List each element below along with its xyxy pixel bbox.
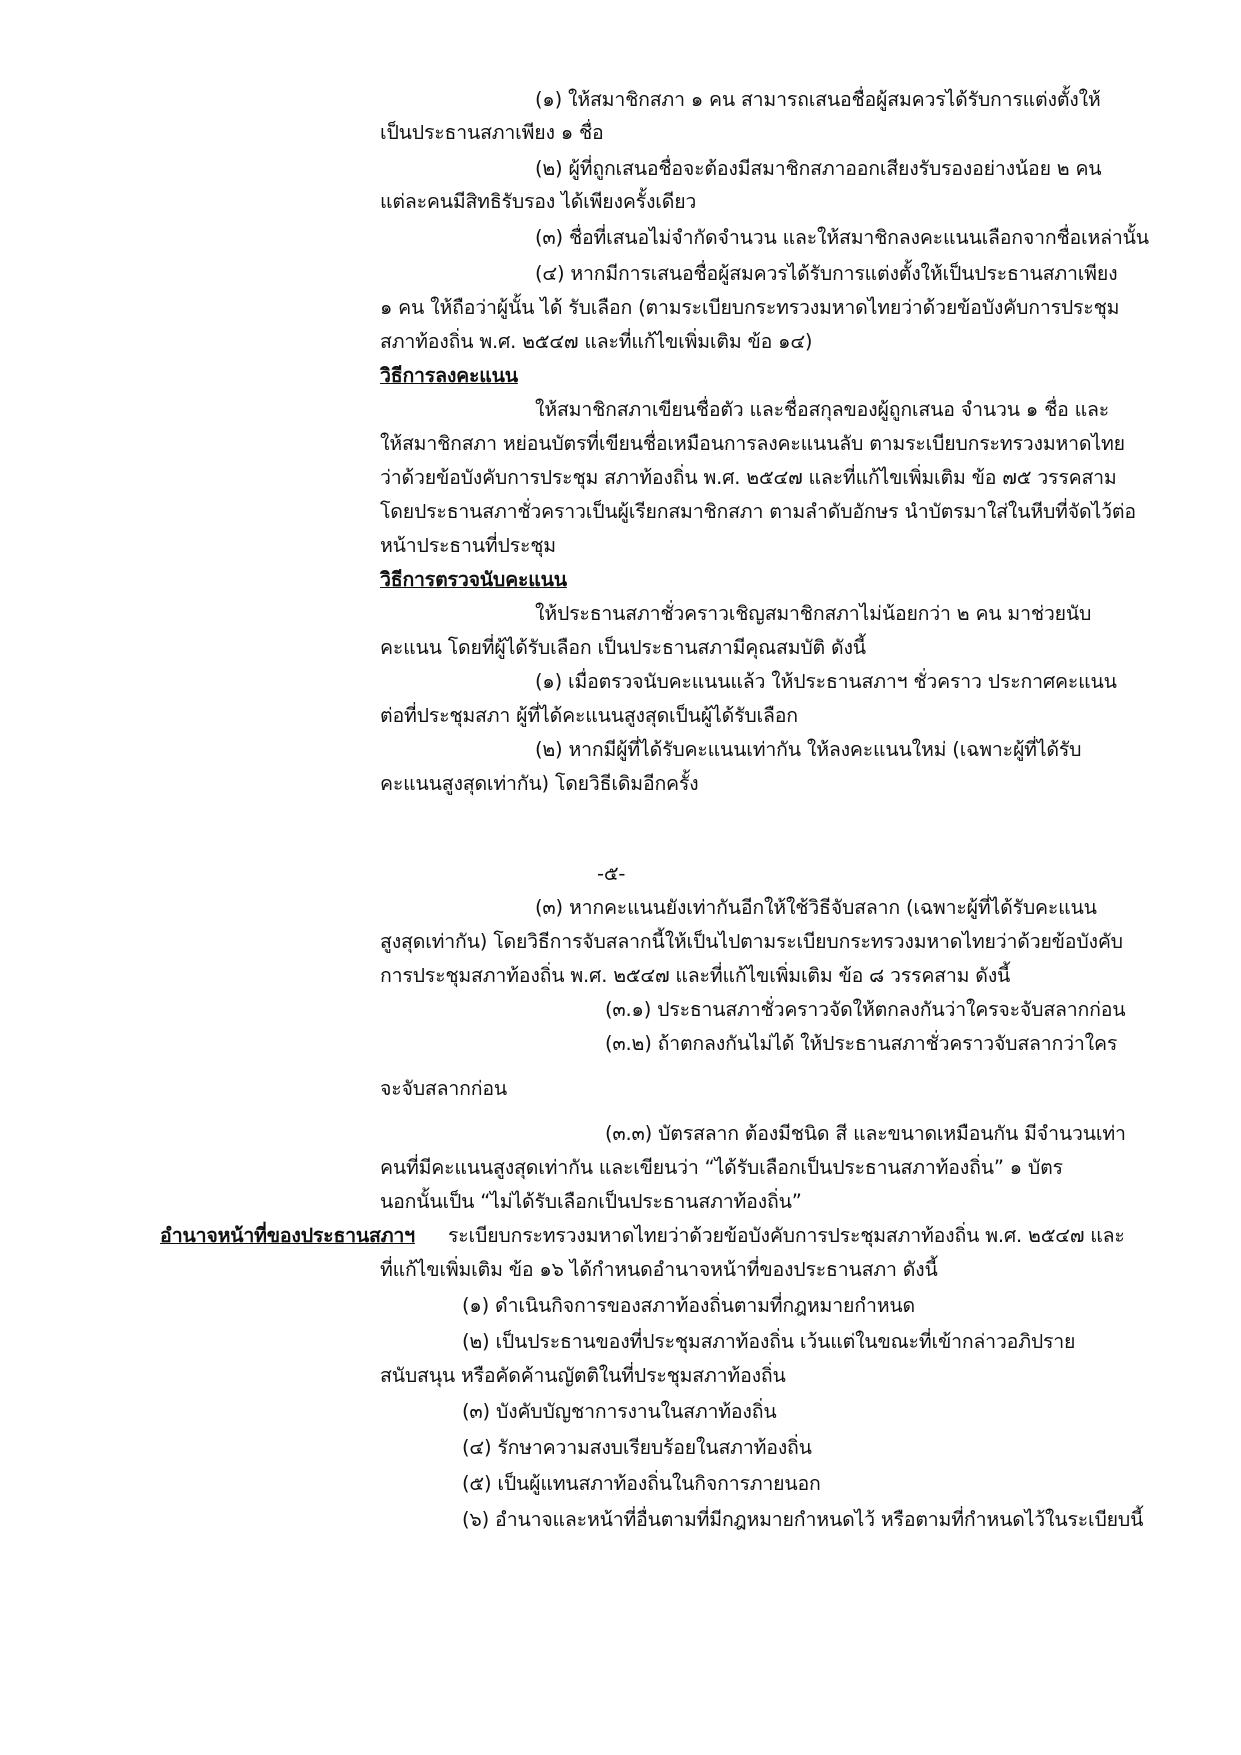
duty-item: (๓) บังคับบัญชาการงานในสภาท้องถิ่น	[462, 1400, 777, 1423]
duties-heading: อำนาจหน้าที่ของประธานสภาฯ	[160, 1224, 415, 1247]
counting-text-line: (๑) เมื่อตรวจนับคะแนนแล้ว ให้ประธานสภาฯ ชั่วคราว ประกาศคะแนน	[535, 670, 1117, 693]
rule-line: ๑ คน ให้ถือว่าผู้นั้น ได้ รับเลือก (ตามระเบียบกระทรวงมหาดไทยว่าด้วยข้อบังคับการประชุม	[380, 296, 1120, 319]
voting-text-line: ให้สมาชิกสภาเขียนชื่อตัว และชื่อสกุลของผู้ถูกเสนอ จำนวน ๑ ชื่อ และ	[535, 398, 1110, 421]
rule-line: แต่ละคนมีสิทธิรับรอง ได้เพียงครั้งเดียว	[380, 190, 697, 213]
lottery-text-line: จะจับสลากก่อน	[380, 1077, 507, 1100]
rule-line: (๔) หากมีการเสนอชื่อผู้สมควรได้รับการแต่งตั้งให้เป็นประธานสภาเพียง	[535, 262, 1118, 285]
rule-line: (๓) ชื่อที่เสนอไม่จำกัดจำนวน และให้สมาชิกลงคะแนนเลือกจากชื่อเหล่านั้น	[535, 226, 1149, 249]
voting-text-line: หน้าประธานที่ประชุม	[380, 534, 556, 557]
rule-line: (๒) ผู้ที่ถูกเสนอชื่อจะต้องมีสมาชิกสภาออกเสียงรับรองอย่างน้อย ๒ คน	[535, 157, 1102, 180]
counting-text-line: ต่อที่ประชุมสภา ผู้ที่ได้คะแนนสูงสุดเป็นผู้ได้รับเลือก	[380, 704, 798, 727]
lottery-text-line: การประชุมสภาท้องถิ่น พ.ศ. ๒๕๔๗ และที่แก้ไขเพิ่มเติม ข้อ ๘ วรรคสาม ดังนี้	[380, 964, 1011, 987]
counting-method-heading: วิธีการตรวจนับคะแนน	[380, 568, 567, 591]
lottery-text-line: นอกนั้นเป็น “ไม่ได้รับเลือกเป็นประธานสภาท้องถิ่น”	[380, 1190, 802, 1213]
duty-item: (๕) เป็นผู้แทนสภาท้องถิ่นในกิจการภายนอก	[462, 1472, 821, 1495]
voting-text-line: ให้สมาชิกสภา หย่อนบัตรที่เขียนชื่อเหมือนการลงคะแนนลับ ตามระเบียบกระทรวงมหาดไทย	[380, 432, 1125, 455]
lottery-text-line: (๓.๒) ถ้าตกลงกันไม่ได้ ให้ประธานสภาชั่วคราวจับสลากว่าใคร	[605, 1032, 1118, 1055]
duty-item: (๒) เป็นประธานของที่ประชุมสภาท้องถิ่น เว้นแต่ในขณะที่เข้ากล่าวอภิปราย	[462, 1330, 1076, 1353]
counting-text-line: คะแนนสูงสุดเท่ากัน) โดยวิธีเดิมอีกครั้ง	[380, 772, 699, 795]
voting-text-line: โดยประธานสภาชั่วคราวเป็นผู้เรียกสมาชิกสภา ตามลำดับอักษร นำบัตรมาใส่ในหีบที่จัดไว้ต่อ	[380, 500, 1136, 523]
page-number: -๕-	[597, 862, 626, 885]
counting-text-line: ให้ประธานสภาชั่วคราวเชิญสมาชิกสภาไม่น้อยกว่า ๒ คน มาช่วยนับ	[535, 602, 1092, 625]
rule-line: เป็นประธานสภาเพียง ๑ ชื่อ	[380, 121, 604, 144]
lottery-text-line: (๓.๓) บัตรสลาก ต้องมีชนิด สี และขนาดเหมือนกัน มีจำนวนเท่า	[605, 1122, 1126, 1145]
lottery-text-line: (๓.๑) ประธานสภาชั่วคราวจัดให้ตกลงกันว่าใครจะจับสลากก่อน	[605, 998, 1126, 1021]
duty-item: (๔) รักษาความสงบเรียบร้อยในสภาท้องถิ่น	[462, 1436, 812, 1459]
rule-line: (๑) ให้สมาชิกสภา ๑ คน สามารถเสนอชื่อผู้สมควรได้รับการแต่งตั้งให้	[535, 88, 1101, 111]
lottery-text-line: (๓) หากคะแนนยังเท่ากันอีกให้ใช้วิธีจับสลาก (เฉพาะผู้ที่ได้รับคะแนน	[535, 896, 1097, 919]
lottery-text-line: คนที่มีคะแนนสูงสุดเท่ากัน และเขียนว่า “ได้รับเลือกเป็นประธานสภาท้องถิ่น” ๑ บัตร	[380, 1156, 1063, 1179]
duty-item: (๖) อำนาจและหน้าที่อื่นตามที่มีกฎหมายกำหนดไว้ หรือตามที่กำหนดไว้ในระเบียบนี้	[462, 1508, 1144, 1531]
counting-text-line: คะแนน โดยที่ผู้ได้รับเลือก เป็นประธานสภามีคุณสมบัติ ดังนี้	[380, 636, 866, 659]
voting-method-heading: วิธีการลงคะแนน	[380, 364, 518, 387]
voting-text-line: ว่าด้วยข้อบังคับการประชุม สภาท้องถิ่น พ.ศ. ๒๕๔๗ และที่แก้ไขเพิ่มเติม ข้อ ๗๕ วรรคสาม	[380, 466, 1117, 489]
duties-intro-line: ที่แก้ไขเพิ่มเติม ข้อ ๑๖ ได้กำหนดอำนาจหน้าที่ของประธานสภา ดังนี้	[380, 1258, 938, 1281]
counting-text-line: (๒) หากมีผู้ที่ได้รับคะแนนเท่ากัน ให้ลงคะแนนใหม่ (เฉพาะผู้ที่ได้รับ	[535, 738, 1082, 761]
duty-item: สนับสนุน หรือคัดค้านญัตติในที่ประชุมสภาท้องถิ่น	[380, 1364, 786, 1387]
rule-line: สภาท้องถิ่น พ.ศ. ๒๕๔๗ และที่แก้ไขเพิ่มเติม ข้อ ๑๔)	[380, 330, 813, 353]
lottery-text-line: สูงสุดเท่ากัน) โดยวิธีการจับสลากนี้ให้เป็นไปตามระเบียบกระทรวงมหาดไทยว่าด้วยข้อบังคับ	[380, 930, 1123, 953]
duty-item: (๑) ดำเนินกิจการของสภาท้องถิ่นตามที่กฎหมายกำหนด	[462, 1294, 915, 1317]
duties-intro-line: ระเบียบกระทรวงมหาดไทยว่าด้วยข้อบังคับการประชุมสภาท้องถิ่น พ.ศ. ๒๕๔๗ และ	[448, 1224, 1125, 1247]
